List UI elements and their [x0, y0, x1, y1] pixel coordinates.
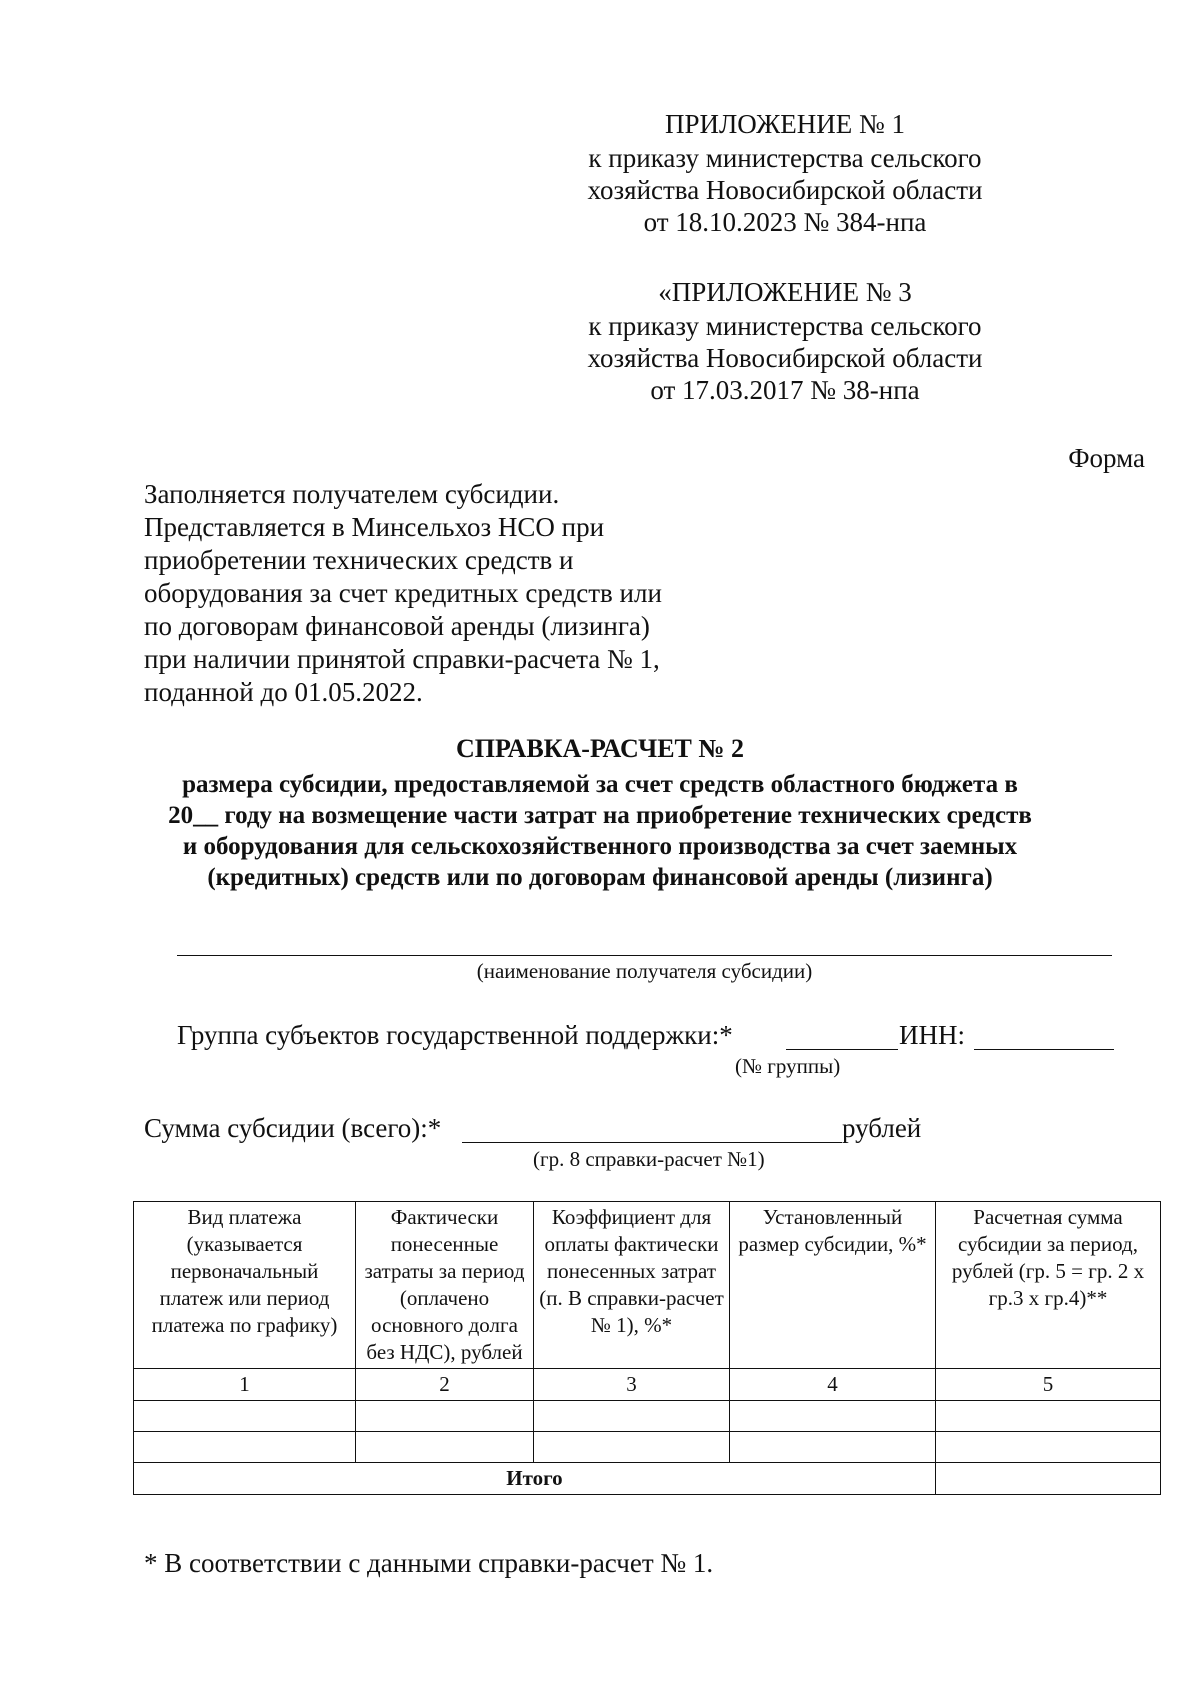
instruction-line: приобретении технических средств и [144, 545, 574, 575]
title-main: СПРАВКА-РАСЧЕТ № 2 [455, 734, 745, 763]
table-cell[interactable] [730, 1432, 936, 1463]
group-label: Группа субъектов государственной поддержки:* [177, 1020, 733, 1050]
table-cell[interactable] [730, 1401, 936, 1432]
column-number: 5 [936, 1369, 1161, 1401]
appendix-3-line-1: к приказу министерства сельского [588, 311, 982, 341]
title-sub-line: 20__ году на возмещение части затрат на приобретение технических средств [168, 802, 1032, 829]
inn-label: ИНН: [899, 1020, 965, 1050]
table-cell[interactable] [534, 1432, 730, 1463]
table-cell[interactable] [134, 1401, 356, 1432]
appendix-1-block [580, 108, 990, 238]
appendix-1-line-1: к приказу министерства сельского [588, 143, 982, 173]
table-cell[interactable] [356, 1432, 534, 1463]
group-number-field[interactable] [786, 1049, 898, 1050]
instruction-line: по договорам финансовой аренды (лизинга) [144, 611, 650, 641]
instruction-line: оборудования за счет кредитных средств или [144, 578, 662, 608]
total-value-cell[interactable] [936, 1463, 1161, 1495]
appendix-1-line-3: от 18.10.2023 № 384-нпа [643, 207, 927, 237]
inn-field[interactable] [974, 1049, 1114, 1050]
appendix-1-line-2: хозяйства Новосибирской области [587, 175, 983, 205]
column-number: 3 [534, 1369, 730, 1401]
title-sub-line: размера субсидии, предоставляемой за счет средств областного бюджета в [182, 771, 1018, 798]
table-row [134, 1401, 1161, 1432]
table-header-cell: Расчетная сумма субсидии за период, рублей (гр. 5 = гр. 2 х гр.3 х гр.4)** [936, 1202, 1161, 1369]
document-title [100, 733, 1100, 893]
table-header-cell: Фактически понесенные затраты за период (оплачено основного долга без НДС), рублей [356, 1202, 534, 1369]
instruction-line: при наличии принятой справки-расчета № 1, [144, 644, 660, 674]
instructions-block [144, 478, 704, 709]
table-cell[interactable] [936, 1432, 1161, 1463]
column-number: 4 [730, 1369, 936, 1401]
table-cell[interactable] [534, 1401, 730, 1432]
title-sub-line: и оборудования для сельскохозяйственного производства за счет заемных [182, 833, 1018, 860]
table-cell[interactable] [356, 1401, 534, 1432]
instruction-line: Заполняется получателем субсидии. [144, 479, 560, 509]
table-header-cell: Коэффициент для оплаты фактически понесенных затрат (п. В справки-расчет № 1), %* [534, 1202, 730, 1369]
appendix-3-line-2: хозяйства Новосибирской области [587, 343, 983, 373]
table-header-cell: Установленный размер субсидии, %* [730, 1202, 936, 1369]
subsidy-table [133, 1201, 1161, 1495]
footnote: * В соответствии с данными справки-расчет № 1. [144, 1548, 714, 1578]
sum-caption: (гр. 8 справки-расчет №1) [533, 1147, 765, 1171]
column-number-row [134, 1369, 1161, 1401]
table-cell[interactable] [134, 1432, 356, 1463]
title-sub-line: (кредитных) средств или по договорам финансовой аренды (лизинга) [207, 864, 993, 891]
appendix-3-line-3: от 17.03.2017 № 38-нпа [650, 375, 920, 405]
table-header-row [134, 1202, 1161, 1369]
sum-unit: рублей [842, 1113, 922, 1143]
total-row [134, 1463, 1161, 1495]
table-header-cell: Вид платежа (указывается первоначальный платеж или период платежа по графику) [134, 1202, 356, 1369]
table-row [134, 1432, 1161, 1463]
column-number: 2 [356, 1369, 534, 1401]
sum-field[interactable] [462, 1142, 842, 1143]
recipient-caption: (наименование получателя субсидии) [476, 959, 813, 983]
group-caption: (№ группы) [735, 1054, 841, 1078]
instruction-line: поданной до 01.05.2022. [144, 677, 423, 707]
appendix-3-title: «ПРИЛОЖЕНИЕ № 3 [658, 277, 912, 307]
instruction-line: Представляется в Минсельхоз НСО при [144, 512, 605, 542]
sum-label: Сумма субсидии (всего):* [144, 1113, 442, 1143]
appendix-1-title: ПРИЛОЖЕНИЕ № 1 [664, 109, 906, 139]
recipient-name-field[interactable] [177, 955, 1112, 956]
total-label: Итого [134, 1463, 936, 1495]
column-number: 1 [134, 1369, 356, 1401]
table-cell[interactable] [936, 1401, 1161, 1432]
appendix-3-block [580, 276, 990, 406]
form-label: Форма [1068, 443, 1145, 473]
